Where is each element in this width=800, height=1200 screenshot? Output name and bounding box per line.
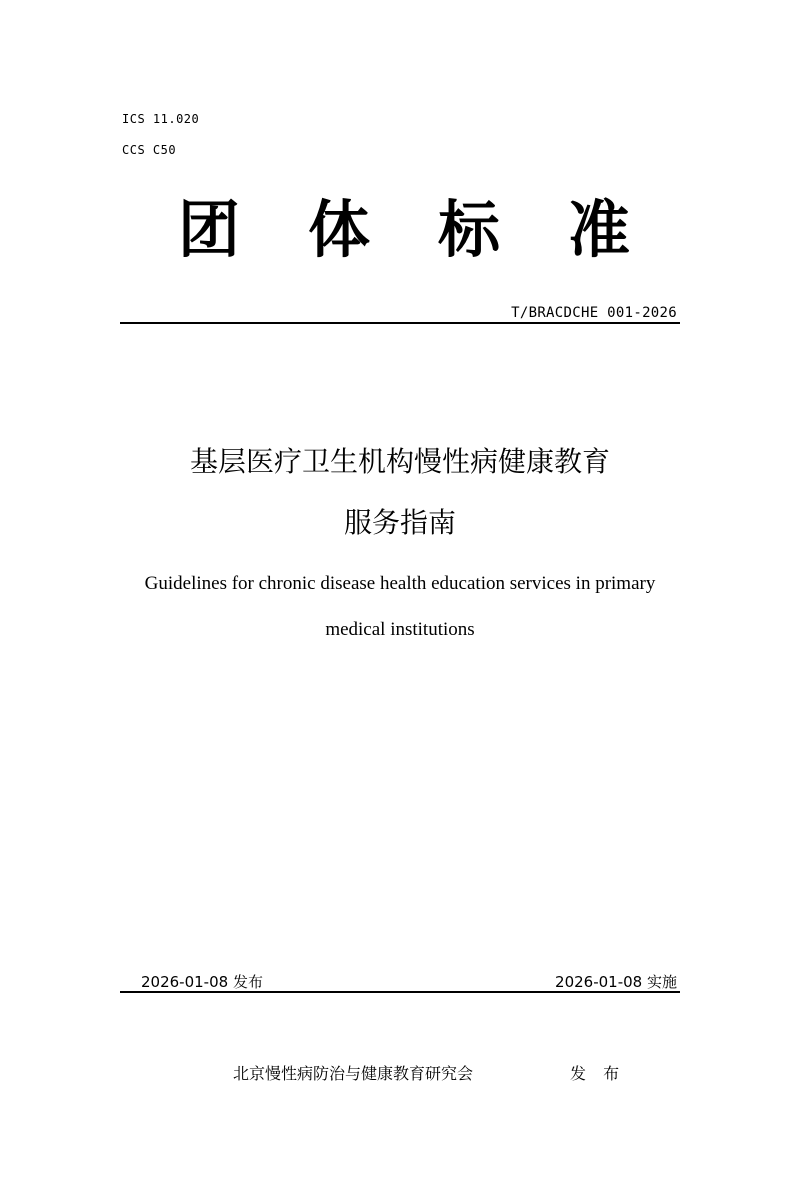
standard-number: T/BRACDCHE 001-2026: [511, 305, 677, 321]
publisher-action: 发 布: [570, 1064, 626, 1083]
title-chinese-line-2: 服务指南: [343, 506, 456, 539]
document-type-heading: [120, 190, 680, 270]
bottom-divider: [120, 991, 680, 993]
ccs-code: CCS C50: [122, 143, 177, 157]
implementation-date: 2026-01-08 实施: [555, 973, 677, 991]
top-divider: [120, 322, 680, 324]
ics-code: ICS 11.020: [122, 112, 200, 126]
publisher-name: 北京慢性病防治与健康教育研究会: [233, 1064, 474, 1083]
doc-type-char: 体: [307, 193, 370, 266]
doc-type-char: 团: [178, 193, 241, 266]
publish-date: 2026-01-08 发布: [141, 973, 263, 991]
doc-type-char: 标: [437, 193, 500, 266]
title-english-line-1: Guidelines for chronic disease health education services in primary: [144, 573, 656, 594]
title-english-line-2: medical institutions: [325, 619, 475, 640]
doc-type-char: 准: [567, 193, 630, 266]
title-chinese-line-1: 基层医疗卫生机构慢性病健康教育: [189, 445, 610, 478]
